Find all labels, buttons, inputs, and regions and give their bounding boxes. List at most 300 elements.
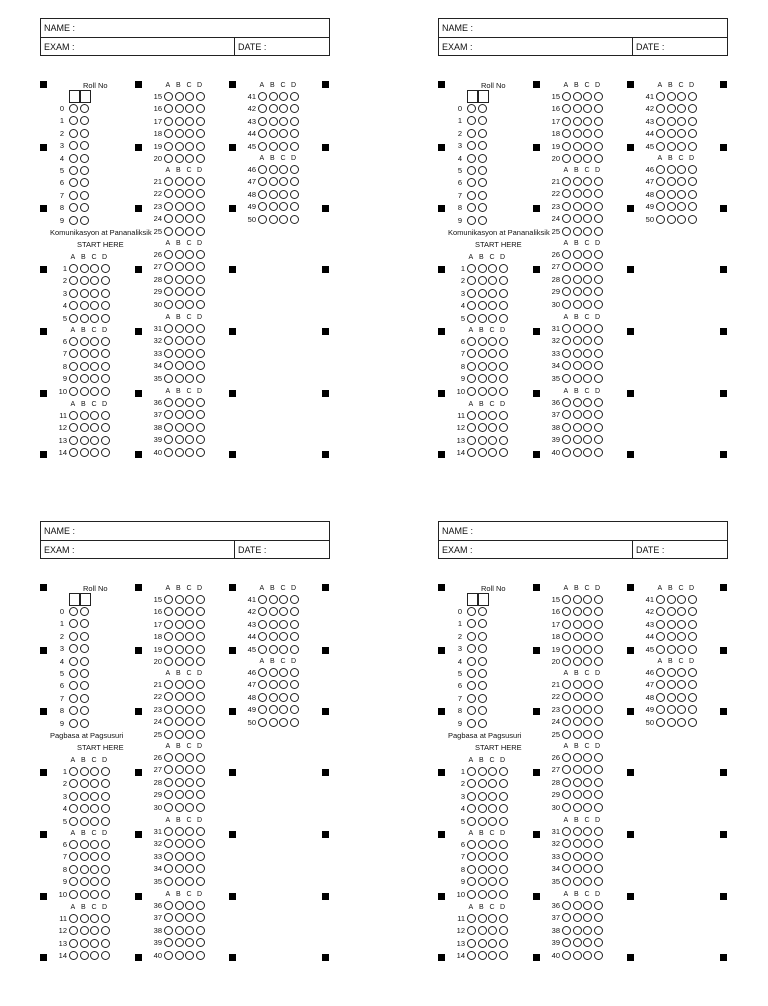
answer-bubble-c[interactable] [185, 92, 194, 101]
answer-bubble-b[interactable] [175, 349, 184, 358]
answer-bubble-d[interactable] [196, 324, 205, 333]
answer-bubble-d[interactable] [196, 423, 205, 432]
answer-bubble-c[interactable] [279, 190, 288, 199]
answer-bubble-a[interactable] [562, 300, 571, 309]
answer-bubble-d[interactable] [594, 250, 603, 259]
answer-bubble-d[interactable] [594, 595, 603, 604]
answer-bubble-d[interactable] [499, 387, 508, 396]
roll-bubble[interactable] [478, 178, 487, 187]
answer-bubble-a[interactable] [562, 901, 571, 910]
roll-bubble[interactable] [80, 104, 89, 113]
roll-bubble[interactable] [467, 619, 476, 628]
answer-bubble-d[interactable] [594, 349, 603, 358]
answer-bubble-b[interactable] [175, 913, 184, 922]
roll-bubble[interactable] [478, 166, 487, 175]
answer-bubble-a[interactable] [164, 864, 173, 873]
answer-bubble-c[interactable] [90, 349, 99, 358]
answer-bubble-a[interactable] [467, 423, 476, 432]
answer-bubble-c[interactable] [279, 607, 288, 616]
answer-bubble-d[interactable] [196, 717, 205, 726]
answer-bubble-d[interactable] [594, 803, 603, 812]
answer-bubble-d[interactable] [290, 215, 299, 224]
roll-bubble[interactable] [69, 681, 78, 690]
answer-bubble-c[interactable] [583, 117, 592, 126]
answer-bubble-a[interactable] [467, 817, 476, 826]
answer-bubble-c[interactable] [90, 840, 99, 849]
answer-bubble-a[interactable] [562, 435, 571, 444]
answer-bubble-d[interactable] [499, 314, 508, 323]
answer-bubble-a[interactable] [258, 117, 267, 126]
answer-bubble-c[interactable] [90, 337, 99, 346]
answer-bubble-d[interactable] [594, 142, 603, 151]
answer-bubble-d[interactable] [594, 620, 603, 629]
answer-bubble-b[interactable] [573, 361, 582, 370]
answer-bubble-b[interactable] [175, 262, 184, 271]
answer-bubble-a[interactable] [69, 349, 78, 358]
answer-bubble-b[interactable] [175, 730, 184, 739]
answer-bubble-c[interactable] [90, 411, 99, 420]
answer-bubble-a[interactable] [258, 620, 267, 629]
answer-bubble-d[interactable] [594, 657, 603, 666]
answer-bubble-b[interactable] [667, 620, 676, 629]
answer-bubble-c[interactable] [583, 717, 592, 726]
answer-bubble-b[interactable] [573, 938, 582, 947]
answer-bubble-c[interactable] [583, 349, 592, 358]
answer-bubble-a[interactable] [164, 717, 173, 726]
answer-bubble-d[interactable] [196, 227, 205, 236]
answer-bubble-c[interactable] [583, 852, 592, 861]
answer-bubble-d[interactable] [594, 423, 603, 432]
roll-bubble[interactable] [478, 669, 487, 678]
answer-bubble-a[interactable] [258, 202, 267, 211]
answer-bubble-a[interactable] [258, 607, 267, 616]
roll-bubble[interactable] [478, 203, 487, 212]
roll-bubble[interactable] [478, 104, 487, 113]
answer-bubble-b[interactable] [667, 92, 676, 101]
answer-bubble-b[interactable] [667, 607, 676, 616]
answer-bubble-b[interactable] [573, 680, 582, 689]
answer-bubble-d[interactable] [594, 117, 603, 126]
answer-bubble-d[interactable] [196, 705, 205, 714]
answer-bubble-a[interactable] [164, 448, 173, 457]
answer-bubble-a[interactable] [164, 632, 173, 641]
answer-bubble-d[interactable] [196, 692, 205, 701]
answer-bubble-c[interactable] [90, 792, 99, 801]
answer-bubble-d[interactable] [594, 901, 603, 910]
answer-bubble-c[interactable] [279, 129, 288, 138]
answer-bubble-a[interactable] [656, 215, 665, 224]
roll-bubble[interactable] [80, 129, 89, 138]
answer-bubble-b[interactable] [269, 177, 278, 186]
roll-bubble[interactable] [478, 154, 487, 163]
answer-bubble-a[interactable] [258, 632, 267, 641]
answer-bubble-d[interactable] [101, 387, 110, 396]
answer-bubble-a[interactable] [656, 104, 665, 113]
answer-bubble-c[interactable] [583, 595, 592, 604]
answer-bubble-d[interactable] [290, 645, 299, 654]
answer-bubble-b[interactable] [175, 839, 184, 848]
answer-bubble-a[interactable] [467, 779, 476, 788]
answer-bubble-d[interactable] [290, 668, 299, 677]
answer-bubble-a[interactable] [562, 620, 571, 629]
answer-bubble-c[interactable] [185, 620, 194, 629]
answer-bubble-c[interactable] [185, 705, 194, 714]
answer-bubble-b[interactable] [80, 314, 89, 323]
answer-bubble-c[interactable] [677, 92, 686, 101]
answer-bubble-a[interactable] [562, 778, 571, 787]
answer-bubble-d[interactable] [688, 104, 697, 113]
answer-bubble-a[interactable] [656, 165, 665, 174]
answer-bubble-d[interactable] [688, 92, 697, 101]
answer-bubble-b[interactable] [175, 864, 184, 873]
answer-bubble-d[interactable] [688, 215, 697, 224]
answer-bubble-b[interactable] [175, 657, 184, 666]
answer-bubble-d[interactable] [101, 314, 110, 323]
answer-bubble-c[interactable] [583, 620, 592, 629]
answer-bubble-c[interactable] [583, 287, 592, 296]
answer-bubble-b[interactable] [478, 423, 487, 432]
answer-bubble-c[interactable] [279, 645, 288, 654]
answer-bubble-b[interactable] [667, 104, 676, 113]
answer-bubble-a[interactable] [258, 668, 267, 677]
answer-bubble-b[interactable] [175, 827, 184, 836]
answer-bubble-b[interactable] [478, 852, 487, 861]
answer-bubble-d[interactable] [101, 779, 110, 788]
answer-bubble-a[interactable] [69, 314, 78, 323]
answer-bubble-c[interactable] [488, 387, 497, 396]
roll-bubble[interactable] [478, 644, 487, 653]
answer-bubble-a[interactable] [164, 913, 173, 922]
answer-bubble-b[interactable] [573, 657, 582, 666]
answer-bubble-a[interactable] [69, 767, 78, 776]
answer-bubble-b[interactable] [478, 914, 487, 923]
answer-bubble-d[interactable] [196, 189, 205, 198]
answer-bubble-a[interactable] [562, 177, 571, 186]
answer-bubble-d[interactable] [499, 817, 508, 826]
answer-bubble-c[interactable] [90, 951, 99, 960]
answer-bubble-b[interactable] [175, 374, 184, 383]
answer-bubble-c[interactable] [488, 411, 497, 420]
answer-bubble-d[interactable] [101, 349, 110, 358]
answer-bubble-b[interactable] [175, 300, 184, 309]
roll-bubble[interactable] [69, 619, 78, 628]
roll-bubble[interactable] [69, 104, 78, 113]
answer-bubble-d[interactable] [688, 668, 697, 677]
answer-bubble-d[interactable] [499, 852, 508, 861]
answer-bubble-d[interactable] [196, 275, 205, 284]
answer-bubble-a[interactable] [562, 227, 571, 236]
answer-bubble-b[interactable] [175, 117, 184, 126]
answer-bubble-a[interactable] [69, 817, 78, 826]
answer-bubble-d[interactable] [594, 202, 603, 211]
answer-bubble-a[interactable] [69, 276, 78, 285]
answer-bubble-a[interactable] [467, 436, 476, 445]
answer-bubble-d[interactable] [196, 778, 205, 787]
answer-bubble-c[interactable] [90, 804, 99, 813]
answer-bubble-d[interactable] [594, 398, 603, 407]
answer-bubble-a[interactable] [164, 753, 173, 762]
answer-bubble-a[interactable] [258, 104, 267, 113]
answer-bubble-d[interactable] [594, 864, 603, 873]
roll-bubble[interactable] [467, 644, 476, 653]
answer-bubble-a[interactable] [467, 362, 476, 371]
roll-bubble[interactable] [467, 632, 476, 641]
answer-bubble-b[interactable] [573, 717, 582, 726]
answer-bubble-c[interactable] [90, 767, 99, 776]
roll-bubble[interactable] [467, 203, 476, 212]
answer-bubble-c[interactable] [488, 779, 497, 788]
answer-bubble-c[interactable] [583, 423, 592, 432]
answer-bubble-b[interactable] [573, 753, 582, 762]
answer-bubble-a[interactable] [562, 632, 571, 641]
answer-bubble-c[interactable] [185, 300, 194, 309]
answer-bubble-a[interactable] [562, 398, 571, 407]
answer-bubble-d[interactable] [196, 938, 205, 947]
answer-bubble-c[interactable] [583, 607, 592, 616]
answer-bubble-c[interactable] [677, 104, 686, 113]
answer-bubble-c[interactable] [677, 595, 686, 604]
answer-bubble-c[interactable] [677, 117, 686, 126]
answer-bubble-b[interactable] [80, 877, 89, 886]
roll-bubble[interactable] [80, 166, 89, 175]
answer-bubble-c[interactable] [90, 939, 99, 948]
answer-bubble-b[interactable] [573, 790, 582, 799]
roll-bubble[interactable] [467, 178, 476, 187]
answer-bubble-c[interactable] [488, 374, 497, 383]
answer-bubble-d[interactable] [101, 423, 110, 432]
answer-bubble-d[interactable] [290, 202, 299, 211]
answer-bubble-c[interactable] [488, 890, 497, 899]
answer-bubble-c[interactable] [90, 264, 99, 273]
answer-bubble-b[interactable] [175, 129, 184, 138]
answer-bubble-b[interactable] [80, 779, 89, 788]
answer-bubble-a[interactable] [164, 803, 173, 812]
answer-bubble-b[interactable] [573, 839, 582, 848]
answer-bubble-b[interactable] [175, 92, 184, 101]
answer-bubble-d[interactable] [499, 337, 508, 346]
answer-bubble-d[interactable] [594, 104, 603, 113]
answer-bubble-b[interactable] [573, 423, 582, 432]
answer-bubble-c[interactable] [583, 705, 592, 714]
answer-bubble-b[interactable] [80, 767, 89, 776]
date-field[interactable]: DATE : [234, 38, 328, 56]
answer-bubble-a[interactable] [258, 177, 267, 186]
answer-bubble-c[interactable] [279, 92, 288, 101]
roll-bubble[interactable] [478, 116, 487, 125]
answer-bubble-b[interactable] [175, 877, 184, 886]
answer-bubble-b[interactable] [478, 865, 487, 874]
answer-bubble-b[interactable] [80, 926, 89, 935]
answer-bubble-a[interactable] [562, 680, 571, 689]
answer-bubble-c[interactable] [583, 177, 592, 186]
answer-bubble-c[interactable] [185, 864, 194, 873]
date-field[interactable]: DATE : [234, 541, 328, 559]
answer-bubble-b[interactable] [80, 914, 89, 923]
answer-bubble-b[interactable] [573, 864, 582, 873]
answer-bubble-c[interactable] [279, 104, 288, 113]
answer-bubble-d[interactable] [688, 177, 697, 186]
answer-bubble-d[interactable] [594, 129, 603, 138]
answer-bubble-c[interactable] [583, 374, 592, 383]
roll-bubble[interactable] [478, 216, 487, 225]
answer-bubble-d[interactable] [196, 765, 205, 774]
answer-bubble-d[interactable] [499, 436, 508, 445]
answer-bubble-b[interactable] [269, 117, 278, 126]
answer-bubble-d[interactable] [101, 852, 110, 861]
answer-bubble-c[interactable] [488, 362, 497, 371]
answer-bubble-c[interactable] [90, 423, 99, 432]
roll-bubble[interactable] [478, 632, 487, 641]
answer-bubble-a[interactable] [164, 410, 173, 419]
roll-bubble[interactable] [80, 619, 89, 628]
answer-bubble-d[interactable] [594, 448, 603, 457]
answer-bubble-c[interactable] [677, 607, 686, 616]
answer-bubble-d[interactable] [101, 804, 110, 813]
answer-bubble-a[interactable] [467, 767, 476, 776]
answer-bubble-d[interactable] [290, 718, 299, 727]
answer-bubble-c[interactable] [185, 287, 194, 296]
roll-digit-box[interactable] [80, 90, 91, 103]
answer-bubble-d[interactable] [499, 362, 508, 371]
roll-bubble[interactable] [69, 644, 78, 653]
answer-bubble-a[interactable] [164, 262, 173, 271]
answer-bubble-b[interactable] [175, 717, 184, 726]
answer-bubble-b[interactable] [175, 790, 184, 799]
answer-bubble-c[interactable] [583, 730, 592, 739]
answer-bubble-c[interactable] [185, 790, 194, 799]
answer-bubble-a[interactable] [467, 276, 476, 285]
answer-bubble-b[interactable] [175, 275, 184, 284]
answer-bubble-c[interactable] [185, 765, 194, 774]
answer-bubble-d[interactable] [196, 104, 205, 113]
answer-bubble-d[interactable] [101, 337, 110, 346]
answer-bubble-d[interactable] [196, 951, 205, 960]
answer-bubble-b[interactable] [269, 607, 278, 616]
answer-bubble-c[interactable] [583, 262, 592, 271]
answer-bubble-d[interactable] [101, 767, 110, 776]
roll-bubble[interactable] [80, 644, 89, 653]
answer-bubble-c[interactable] [90, 779, 99, 788]
answer-bubble-b[interactable] [269, 693, 278, 702]
answer-bubble-a[interactable] [164, 142, 173, 151]
answer-bubble-a[interactable] [164, 901, 173, 910]
answer-bubble-c[interactable] [583, 361, 592, 370]
answer-bubble-b[interactable] [573, 410, 582, 419]
answer-bubble-a[interactable] [467, 951, 476, 960]
answer-bubble-a[interactable] [258, 190, 267, 199]
answer-bubble-a[interactable] [164, 790, 173, 799]
roll-bubble[interactable] [80, 191, 89, 200]
answer-bubble-a[interactable] [164, 951, 173, 960]
answer-bubble-b[interactable] [175, 448, 184, 457]
answer-bubble-a[interactable] [467, 890, 476, 899]
answer-bubble-c[interactable] [583, 275, 592, 284]
answer-bubble-a[interactable] [258, 680, 267, 689]
answer-bubble-d[interactable] [499, 276, 508, 285]
answer-bubble-b[interactable] [573, 129, 582, 138]
answer-bubble-a[interactable] [656, 680, 665, 689]
answer-bubble-a[interactable] [467, 914, 476, 923]
answer-bubble-d[interactable] [196, 129, 205, 138]
answer-bubble-d[interactable] [101, 436, 110, 445]
answer-bubble-d[interactable] [101, 792, 110, 801]
answer-bubble-b[interactable] [269, 718, 278, 727]
date-field[interactable]: DATE : [632, 38, 726, 56]
answer-bubble-d[interactable] [290, 693, 299, 702]
answer-bubble-a[interactable] [258, 645, 267, 654]
answer-bubble-d[interactable] [499, 840, 508, 849]
answer-bubble-a[interactable] [467, 939, 476, 948]
answer-bubble-c[interactable] [677, 668, 686, 677]
answer-bubble-b[interactable] [573, 730, 582, 739]
answer-bubble-a[interactable] [562, 214, 571, 223]
answer-bubble-d[interactable] [196, 435, 205, 444]
answer-bubble-a[interactable] [467, 865, 476, 874]
answer-bubble-c[interactable] [279, 620, 288, 629]
answer-bubble-b[interactable] [80, 436, 89, 445]
answer-bubble-c[interactable] [185, 410, 194, 419]
answer-bubble-a[interactable] [164, 607, 173, 616]
answer-bubble-d[interactable] [594, 951, 603, 960]
roll-bubble[interactable] [80, 607, 89, 616]
answer-bubble-c[interactable] [90, 890, 99, 899]
answer-bubble-b[interactable] [573, 803, 582, 812]
answer-bubble-a[interactable] [656, 202, 665, 211]
roll-digit-box[interactable] [478, 593, 489, 606]
answer-bubble-d[interactable] [196, 361, 205, 370]
answer-bubble-c[interactable] [583, 839, 592, 848]
answer-bubble-c[interactable] [583, 214, 592, 223]
answer-bubble-a[interactable] [656, 645, 665, 654]
answer-bubble-d[interactable] [196, 877, 205, 886]
answer-bubble-b[interactable] [175, 398, 184, 407]
roll-digit-box[interactable] [69, 90, 80, 103]
answer-bubble-c[interactable] [583, 250, 592, 259]
answer-bubble-c[interactable] [488, 289, 497, 298]
answer-bubble-c[interactable] [583, 448, 592, 457]
answer-bubble-c[interactable] [488, 264, 497, 273]
answer-bubble-d[interactable] [688, 645, 697, 654]
answer-bubble-a[interactable] [467, 337, 476, 346]
answer-bubble-b[interactable] [269, 92, 278, 101]
name-field[interactable]: NAME : [41, 522, 329, 541]
answer-bubble-b[interactable] [175, 778, 184, 787]
answer-bubble-b[interactable] [478, 362, 487, 371]
answer-bubble-d[interactable] [688, 693, 697, 702]
answer-bubble-d[interactable] [688, 142, 697, 151]
roll-bubble[interactable] [467, 216, 476, 225]
answer-bubble-a[interactable] [562, 117, 571, 126]
answer-bubble-c[interactable] [185, 104, 194, 113]
answer-bubble-a[interactable] [164, 595, 173, 604]
answer-bubble-b[interactable] [269, 165, 278, 174]
answer-bubble-c[interactable] [185, 129, 194, 138]
answer-bubble-c[interactable] [185, 852, 194, 861]
answer-bubble-d[interactable] [101, 276, 110, 285]
answer-bubble-b[interactable] [573, 852, 582, 861]
answer-bubble-d[interactable] [196, 202, 205, 211]
answer-bubble-c[interactable] [488, 337, 497, 346]
answer-bubble-a[interactable] [164, 92, 173, 101]
answer-bubble-d[interactable] [196, 790, 205, 799]
roll-digit-box[interactable] [467, 593, 478, 606]
answer-bubble-c[interactable] [677, 215, 686, 224]
roll-bubble[interactable] [69, 694, 78, 703]
answer-bubble-a[interactable] [258, 142, 267, 151]
answer-bubble-a[interactable] [69, 301, 78, 310]
answer-bubble-d[interactable] [196, 632, 205, 641]
answer-bubble-b[interactable] [667, 177, 676, 186]
